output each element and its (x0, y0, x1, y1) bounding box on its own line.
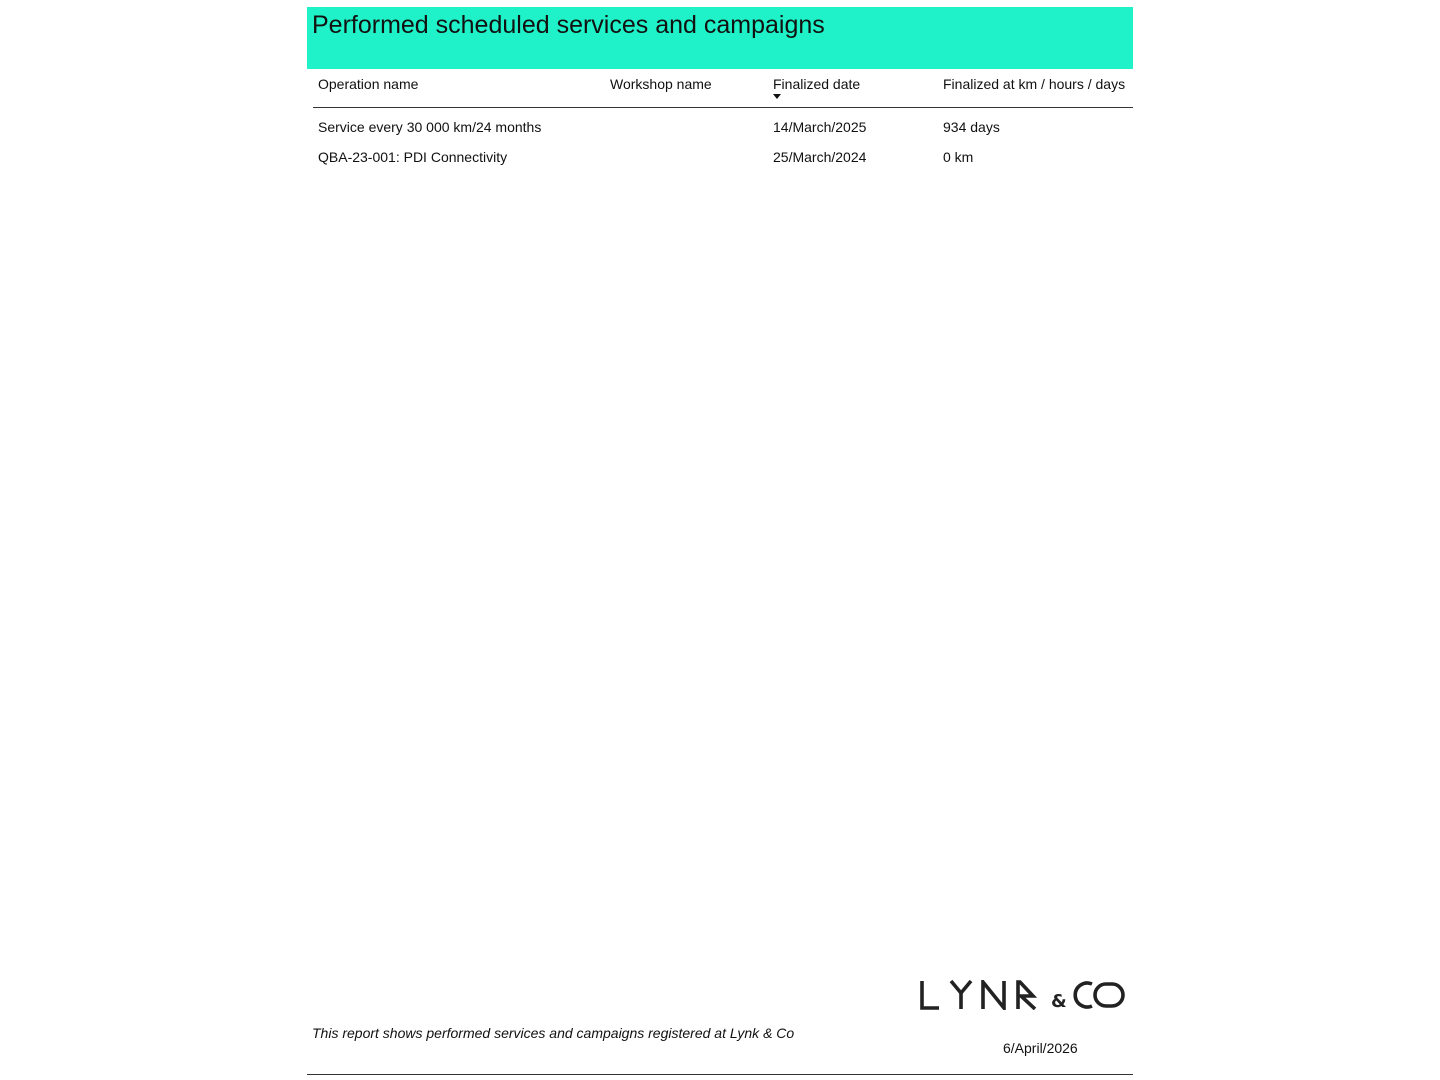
column-header-finalized-at[interactable]: Finalized at km / hours / days (943, 76, 1126, 92)
lynk-co-logo (920, 980, 1126, 1010)
table-body (313, 111, 1133, 171)
report-title: Performed scheduled services and campaigns (312, 11, 825, 39)
operation-name-cell: Service every 30 000 km/24 months (318, 119, 542, 135)
table-row (313, 111, 1133, 141)
finalized-at-cell: 0 km (943, 149, 974, 165)
column-header-operation-name[interactable]: Operation name (318, 76, 419, 92)
table-header (313, 70, 1133, 108)
finalized-at-cell: 934 days (943, 119, 1000, 135)
report-date: 6/April/2026 (1003, 1040, 1078, 1056)
table-row (313, 141, 1133, 171)
column-header-finalized-date[interactable]: Finalized date (773, 76, 861, 92)
finalized-date-cell: 25/March/2024 (773, 149, 867, 165)
services-table (313, 70, 1133, 171)
footer-divider (307, 1074, 1133, 1075)
svg-text:&: & (1051, 991, 1067, 1010)
title-banner (307, 7, 1133, 69)
sort-descending-icon[interactable] (773, 94, 781, 99)
column-header-workshop-name[interactable]: Workshop name (610, 76, 712, 92)
finalized-date-cell: 14/March/2025 (773, 119, 867, 135)
operation-name-cell: QBA-23-001: PDI Connectivity (318, 149, 508, 165)
report-disclaimer: This report shows performed services and campaigns registered at Lynk & Co (312, 1025, 795, 1041)
